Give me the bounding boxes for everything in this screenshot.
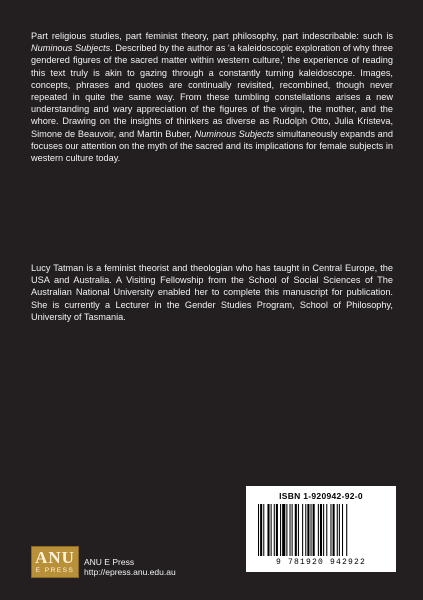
barcode-bar: [311, 504, 312, 556]
barcode-bar: [267, 504, 269, 556]
barcode-bar: [337, 504, 338, 556]
author-bio: Lucy Tatman is a feminist theorist and theologian who has taught in Central Europe, the USA and Australia. A Visiting Fellowship from the School of Social Sciences of The Australian National University enabled her to complete this manuscript for publication. She is currently a Lecturer in the Gender Studies Program, School of Philosophy, University of Tasmania.: [31, 263, 393, 322]
barcode-bar: [286, 504, 287, 556]
isbn-label: ISBN 1-920942-92-0: [279, 491, 363, 501]
barcode-bar: [292, 504, 293, 556]
barcode-bar: [318, 504, 319, 556]
barcode-bar: [290, 504, 291, 556]
barcode-bar: [346, 504, 347, 556]
anu-press-logo: [31, 546, 79, 578]
publisher-url[interactable]: http://epress.anu.edu.au: [84, 567, 176, 577]
barcode-bar: [339, 504, 340, 556]
barcode-bar: [305, 504, 306, 556]
barcode-bar: [271, 504, 272, 556]
book-description: [31, 30, 393, 164]
isbn-barcode: [246, 486, 396, 572]
barcode-bar: [295, 504, 297, 556]
barcode-bar: [320, 504, 322, 556]
barcode-bar: [274, 504, 275, 556]
barcode-bar: [302, 504, 303, 556]
description-part-1: Part religious studies, part feminist theory, part philosophy, part indescribable: such is: [31, 31, 393, 41]
barcode-bar: [276, 504, 278, 556]
barcode-bar: [258, 504, 259, 556]
barcode-bar: [326, 504, 327, 556]
logo-subtext: E PRESS: [35, 567, 75, 574]
barcode-bar: [280, 504, 281, 556]
barcode-bar: [263, 504, 264, 556]
logo-text: ANU: [35, 548, 75, 567]
book-title-italic: Numinous Subjects: [31, 43, 111, 54]
barcode-bars: [258, 504, 386, 556]
barcode-bar: [260, 504, 262, 556]
description-part-2: . Described by the author as ‘a kaleidoscopic exploration of why three gendered figures of the sacred matter within western culture,’ the experience of reading this text truly is akin to gazing through a constantly turning kaleidoscope. Images, concepts, phrases and quotes are continually revisited, recombined, though never repeated in quite the same way. From these tumbling constellations arises a new understanding and wary appreciation of the figures of the virgin, the mother, and the whore. Drawing on the insights of thinkers as diverse as Rudolph Otto, Julia Kristeva, Simone de Beauvoir, and Martin Buber,: [31, 43, 394, 139]
barcode-bar: [330, 504, 331, 556]
book-title-italic: Numinous Subjects: [194, 128, 274, 139]
barcode-bar: [313, 504, 315, 556]
barcode-bar: [298, 504, 299, 556]
barcode-bar: [323, 504, 324, 556]
publisher-name: ANU E Press: [84, 557, 135, 567]
barcode-digits: 9 781920 942922: [275, 558, 366, 567]
barcode-bar: [342, 504, 343, 556]
barcode-bar: [307, 504, 309, 556]
barcode-bar: [333, 504, 335, 556]
description-part-3: simultaneously expands and focuses our attention on the myth of the sacred and its implications for female subjects in western culture today.: [31, 128, 393, 164]
barcode-bar: [282, 504, 285, 556]
